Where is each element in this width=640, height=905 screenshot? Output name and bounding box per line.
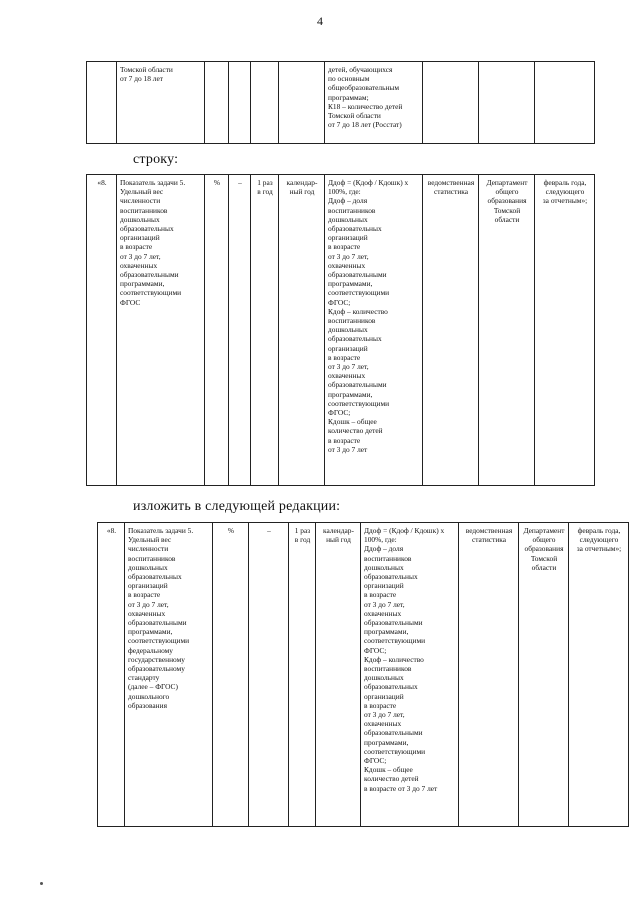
cell-num: «8. <box>87 175 117 486</box>
cell-responsible <box>479 62 535 144</box>
cell-deadline <box>535 62 595 144</box>
cell-dash: – <box>249 523 289 827</box>
cell-responsible: Департамент общего образования Томской области <box>479 175 535 486</box>
table-new-row <box>97 522 629 827</box>
cell-type: календар- ный год <box>279 175 325 486</box>
cell-num: «8. <box>98 523 125 827</box>
cell-source: ведомственная статистика <box>423 175 479 486</box>
page-number: 4 <box>317 14 323 28</box>
cell-type: календар- ный год <box>316 523 361 827</box>
table-fragment-top <box>86 61 595 144</box>
cell-dash <box>229 62 251 144</box>
cell-deadline: февраль года, следующего за отчетным»; <box>569 523 629 827</box>
scan-speck <box>40 882 43 885</box>
cell-period: 1 раз в год <box>251 175 279 486</box>
table-row <box>87 62 595 144</box>
cell-formula: детей, обучающихся по основным общеобразовательным программам; К18 – количество детей Томской области от 7 до 18 лет (Росстат) <box>325 62 423 144</box>
cell-period: 1 раз в год <box>289 523 316 827</box>
cell-type <box>279 62 325 144</box>
cell-num <box>87 62 117 144</box>
table-row <box>87 175 595 486</box>
cell-responsible: Департамент общего образования Томской области <box>519 523 569 827</box>
cell-indicator-name: Томской области от 7 до 18 лет <box>117 62 205 144</box>
cell-unit <box>205 62 229 144</box>
cell-unit: % <box>213 523 249 827</box>
table-old-row <box>86 174 595 486</box>
heading-new-row: изложить в следующей редакции: <box>133 499 341 514</box>
cell-formula: Ддоф = (Кдоф / Кдошк) х 100%, где: Ддоф – доля воспитанников дошкольных образовательных организаций в возрасте от 3 до 7 лет, охваченных образовательными программами, соответствующими ФГОС; Кдоф – количество воспитанников дошкольных образовательных организаций в возрасте от 3 до 7 лет, охваченных образовательными программами, соответствующими ФГОС; Кдошк – общее количество детей в возрасте от 3 до 7 лет <box>361 523 459 827</box>
cell-source: ведомственная статистика <box>459 523 519 827</box>
cell-formula: Ддоф = (Кдоф / Кдошк) х 100%, где: Ддоф – доля воспитанников дошкольных образовательных организаций в возрасте от 3 до 7 лет, охваченных образовательными программами, соответствующими ФГОС; Кдоф – количество воспитанников дошкольных образовательных организаций в возрасте от 3 до 7 лет, охваченных образовательными программами, соответствующими ФГОС; Кдошк – общее количество детей в возрасте от 3 до 7 лет <box>325 175 423 486</box>
cell-source <box>423 62 479 144</box>
cell-period <box>251 62 279 144</box>
cell-indicator-name: Показатель задачи 5. Удельный вес численности воспитанников дошкольных образовательных организаций в возрасте от 3 до 7 лет, охваченных образовательными программами, соответствующими федеральному государственному образовательному стандарту (далее – ФГОС) дошкольного образования <box>125 523 213 827</box>
cell-dash: – <box>229 175 251 486</box>
cell-indicator-name: Показатель задачи 5. Удельный вес численности воспитанников дошкольных образовательных организаций в возрасте от 3 до 7 лет, охваченных образовательными программами, соответствующими ФГОС <box>117 175 205 486</box>
cell-unit: % <box>205 175 229 486</box>
table-row <box>98 523 629 827</box>
cell-deadline: февраль года, следующего за отчетным»; <box>535 175 595 486</box>
heading-old-row: строку: <box>133 152 179 167</box>
